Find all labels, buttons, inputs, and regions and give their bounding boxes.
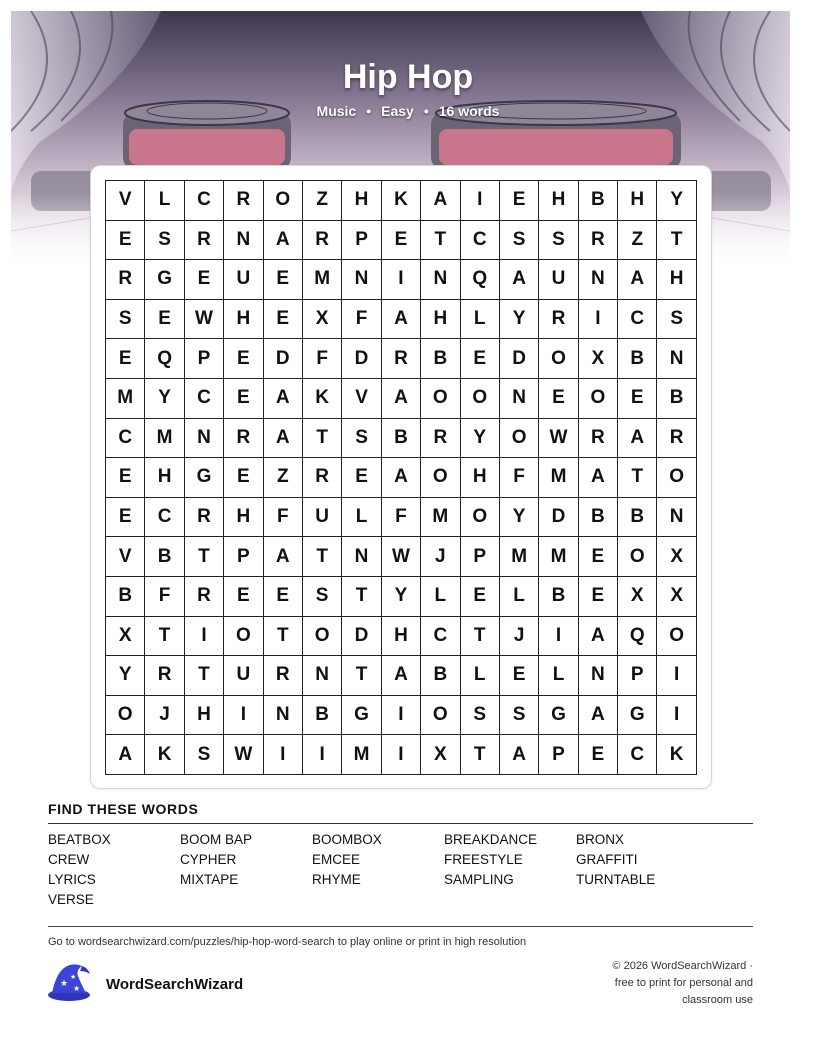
grid-cell[interactable]: U — [224, 260, 263, 300]
grid-cell[interactable]: J — [145, 696, 184, 736]
grid-cell[interactable]: D — [264, 339, 303, 379]
grid-cell[interactable]: L — [342, 498, 381, 538]
grid-cell[interactable]: T — [342, 577, 381, 617]
word-list-item: SAMPLING — [444, 872, 514, 887]
word-list — [48, 832, 728, 908]
grid-cell[interactable]: T — [145, 617, 184, 657]
grid-cell[interactable]: R — [185, 498, 224, 538]
grid-cell[interactable]: C — [145, 498, 184, 538]
grid-cell[interactable]: D — [539, 498, 578, 538]
grid-cell[interactable]: I — [303, 735, 342, 775]
grid-cell[interactable]: N — [224, 221, 263, 261]
grid-cell[interactable]: X — [579, 339, 618, 379]
grid-cell[interactable]: E — [579, 735, 618, 775]
grid-cell[interactable]: T — [342, 656, 381, 696]
grid-cell[interactable]: R — [303, 458, 342, 498]
grid-cell[interactable]: E — [145, 300, 184, 340]
grid-cell[interactable]: C — [618, 300, 657, 340]
brand[interactable] — [46, 962, 243, 1007]
word-list-item: EMCEE — [312, 852, 361, 867]
grid-cell[interactable]: B — [421, 339, 460, 379]
grid-cell[interactable]: O — [264, 181, 303, 221]
grid-cell[interactable]: T — [185, 537, 224, 577]
grid-cell[interactable]: Q — [461, 260, 500, 300]
grid-cell[interactable]: R — [421, 419, 460, 459]
grid-cell[interactable]: R — [579, 221, 618, 261]
grid-cell[interactable]: A — [382, 379, 421, 419]
grid-cell[interactable]: N — [264, 696, 303, 736]
grid-cell[interactable]: E — [382, 221, 421, 261]
svg-text:★: ★ — [70, 973, 77, 981]
grid-cell[interactable]: E — [618, 379, 657, 419]
grid-cell[interactable]: A — [106, 735, 145, 775]
word-list-item: BRONX — [576, 832, 625, 847]
grid-cell[interactable]: N — [657, 498, 696, 538]
grid-cell[interactable]: K — [382, 181, 421, 221]
grid-cell[interactable]: E — [224, 577, 263, 617]
grid-cell[interactable]: R — [145, 656, 184, 696]
grid-cell[interactable]: T — [461, 735, 500, 775]
grid-cell[interactable]: A — [618, 419, 657, 459]
grid-cell[interactable]: F — [382, 498, 421, 538]
grid-cell[interactable]: M — [500, 537, 539, 577]
grid-cell[interactable]: A — [579, 458, 618, 498]
divider — [48, 926, 753, 927]
difficulty-label: Easy — [381, 103, 414, 119]
grid-cell[interactable]: W — [224, 735, 263, 775]
grid-cell[interactable]: K — [657, 735, 696, 775]
grid-cell[interactable]: N — [579, 656, 618, 696]
grid-cell[interactable]: I — [657, 696, 696, 736]
grid-cell[interactable]: L — [500, 577, 539, 617]
grid-cell[interactable]: M — [421, 498, 460, 538]
grid-cell[interactable]: O — [657, 458, 696, 498]
grid-cell[interactable]: H — [224, 498, 263, 538]
grid-cell[interactable]: I — [185, 617, 224, 657]
grid-cell[interactable]: X — [657, 537, 696, 577]
grid-cell[interactable]: T — [303, 419, 342, 459]
grid-cell[interactable]: E — [106, 458, 145, 498]
grid-cell[interactable]: O — [539, 339, 578, 379]
grid-cell[interactable]: G — [539, 696, 578, 736]
grid-cell[interactable]: C — [461, 221, 500, 261]
grid-cell[interactable]: H — [224, 300, 263, 340]
grid-cell[interactable]: A — [421, 181, 460, 221]
grid-cell[interactable]: X — [421, 735, 460, 775]
grid-cell[interactable]: O — [579, 379, 618, 419]
grid-cell[interactable]: T — [461, 617, 500, 657]
grid-cell[interactable]: H — [421, 300, 460, 340]
grid-cell[interactable]: S — [500, 221, 539, 261]
grid-cell[interactable]: B — [618, 339, 657, 379]
grid-cell[interactable]: V — [342, 379, 381, 419]
grid-cell[interactable]: I — [579, 300, 618, 340]
grid-cell[interactable]: H — [382, 617, 421, 657]
grid-cell[interactable]: S — [303, 577, 342, 617]
grid-cell[interactable]: O — [106, 696, 145, 736]
grid-cell[interactable]: E — [106, 339, 145, 379]
word-list-item: LYRICS — [48, 872, 96, 887]
grid-cell[interactable]: B — [579, 498, 618, 538]
grid-cell[interactable]: N — [185, 419, 224, 459]
grid-cell[interactable]: F — [342, 300, 381, 340]
grid-cell[interactable]: Y — [145, 379, 184, 419]
grid-cell[interactable]: E — [224, 458, 263, 498]
grid-cell[interactable]: E — [579, 577, 618, 617]
grid-cell[interactable]: W — [382, 537, 421, 577]
copyright-line: © 2026 WordSearchWizard · — [612, 960, 753, 972]
word-list-item: BOOM BAP — [180, 832, 253, 847]
word-list-item: VERSE — [48, 892, 94, 907]
grid-cell[interactable]: B — [657, 379, 696, 419]
grid-cell[interactable]: S — [539, 221, 578, 261]
grid-cell[interactable]: T — [618, 458, 657, 498]
play-online-link[interactable]: Go to wordsearchwizard.com/puzzles/hip-hop-word-search to play online or print in high resolution — [48, 936, 527, 948]
grid-cell[interactable]: L — [145, 181, 184, 221]
word-list-item: CREW — [48, 852, 90, 867]
grid-cell[interactable]: A — [500, 735, 539, 775]
word-list-item: GRAFFITI — [576, 852, 638, 867]
letter-grid[interactable] — [105, 180, 697, 775]
grid-cell[interactable]: R — [185, 577, 224, 617]
grid-cell[interactable]: K — [303, 379, 342, 419]
word-list-item: TURNTABLE — [576, 872, 656, 887]
grid-cell[interactable]: Y — [500, 498, 539, 538]
grid-cell[interactable]: D — [342, 339, 381, 379]
grid-cell[interactable]: P — [618, 656, 657, 696]
grid-cell[interactable]: S — [342, 419, 381, 459]
svg-text:★: ★ — [73, 984, 81, 993]
grid-cell[interactable]: H — [145, 458, 184, 498]
grid-cell[interactable]: U — [303, 498, 342, 538]
grid-cell[interactable]: W — [539, 419, 578, 459]
grid-cell[interactable]: T — [185, 656, 224, 696]
grid-cell[interactable]: T — [303, 537, 342, 577]
grid-cell[interactable]: Z — [303, 181, 342, 221]
grid-cell[interactable]: Q — [618, 617, 657, 657]
grid-cell[interactable]: H — [539, 181, 578, 221]
brand-name: WordSearchWizard — [106, 976, 244, 993]
grid-cell[interactable]: H — [461, 458, 500, 498]
grid-cell[interactable]: O — [500, 419, 539, 459]
grid-cell[interactable]: B — [618, 498, 657, 538]
grid-cell[interactable]: R — [106, 260, 145, 300]
grid-cell[interactable]: H — [618, 181, 657, 221]
grid-cell[interactable]: E — [500, 181, 539, 221]
grid-cell[interactable]: G — [342, 696, 381, 736]
grid-cell[interactable]: Y — [461, 419, 500, 459]
grid-cell[interactable]: E — [264, 260, 303, 300]
grid-cell[interactable]: P — [185, 339, 224, 379]
grid-cell[interactable]: T — [657, 221, 696, 261]
grid-cell[interactable]: M — [342, 735, 381, 775]
grid-cell[interactable]: O — [421, 379, 460, 419]
grid-cell[interactable]: T — [421, 221, 460, 261]
grid-cell[interactable]: J — [500, 617, 539, 657]
grid-cell[interactable]: I — [264, 735, 303, 775]
grid-cell[interactable]: E — [461, 339, 500, 379]
grid-cell[interactable]: H — [657, 260, 696, 300]
grid-cell[interactable]: I — [382, 696, 421, 736]
grid-cell[interactable]: B — [579, 181, 618, 221]
grid-cell[interactable]: S — [500, 696, 539, 736]
grid-cell[interactable]: N — [342, 537, 381, 577]
word-list-item: RHYME — [312, 872, 361, 887]
grid-cell[interactable]: R — [264, 656, 303, 696]
grid-cell[interactable]: Z — [618, 221, 657, 261]
grid-cell[interactable]: A — [382, 656, 421, 696]
grid-cell[interactable]: X — [618, 577, 657, 617]
grid-cell[interactable]: O — [421, 458, 460, 498]
grid-cell[interactable]: T — [264, 617, 303, 657]
grid-cell[interactable]: S — [461, 696, 500, 736]
word-list-item: BEATBOX — [48, 832, 111, 847]
grid-cell[interactable]: B — [382, 419, 421, 459]
word-count-label: 16 words — [438, 103, 500, 119]
grid-cell[interactable]: M — [539, 458, 578, 498]
grid-cell[interactable]: R — [224, 419, 263, 459]
grid-cell[interactable]: X — [106, 617, 145, 657]
grid-cell[interactable]: H — [185, 696, 224, 736]
grid-cell[interactable]: S — [185, 735, 224, 775]
grid-cell[interactable]: Y — [382, 577, 421, 617]
grid-cell[interactable]: R — [579, 419, 618, 459]
grid-cell[interactable]: E — [500, 656, 539, 696]
puzzle-card — [90, 165, 712, 789]
grid-cell[interactable]: N — [342, 260, 381, 300]
grid-cell[interactable]: P — [539, 735, 578, 775]
grid-cell[interactable]: A — [618, 260, 657, 300]
copyright-line: free to print for personal and — [614, 977, 753, 989]
word-list-item: BOOMBOX — [312, 832, 382, 847]
grid-cell[interactable]: X — [303, 300, 342, 340]
wizard-hat-icon — [46, 962, 92, 1007]
grid-cell[interactable]: I — [461, 181, 500, 221]
grid-cell[interactable]: R — [224, 181, 263, 221]
grid-cell[interactable]: O — [303, 617, 342, 657]
grid-cell[interactable]: J — [421, 537, 460, 577]
grid-cell[interactable]: B — [539, 577, 578, 617]
grid-cell[interactable]: O — [618, 537, 657, 577]
grid-cell[interactable]: N — [500, 379, 539, 419]
grid-cell[interactable]: A — [579, 696, 618, 736]
grid-cell[interactable]: F — [500, 458, 539, 498]
grid-cell[interactable]: E — [264, 300, 303, 340]
grid-cell[interactable]: A — [264, 537, 303, 577]
grid-cell[interactable]: N — [657, 339, 696, 379]
grid-cell[interactable]: E — [224, 379, 263, 419]
grid-cell[interactable]: E — [579, 537, 618, 577]
puzzle-title: Hip Hop — [342, 58, 474, 96]
grid-cell[interactable]: B — [303, 696, 342, 736]
grid-cell[interactable]: R — [539, 300, 578, 340]
word-list-item: MIXTAPE — [180, 872, 239, 887]
grid-cell[interactable]: V — [106, 537, 145, 577]
grid-cell[interactable]: C — [618, 735, 657, 775]
grid-cell[interactable]: A — [264, 419, 303, 459]
grid-cell[interactable]: C — [106, 419, 145, 459]
grid-cell[interactable]: U — [539, 260, 578, 300]
grid-cell[interactable]: N — [421, 260, 460, 300]
grid-cell[interactable]: R — [382, 339, 421, 379]
grid-cell[interactable]: M — [145, 419, 184, 459]
grid-cell[interactable]: A — [382, 300, 421, 340]
copyright-line: classroom use — [682, 994, 753, 1006]
grid-cell[interactable]: F — [303, 339, 342, 379]
grid-cell[interactable]: B — [106, 577, 145, 617]
svg-text:★: ★ — [60, 979, 69, 989]
grid-cell[interactable]: V — [106, 181, 145, 221]
grid-cell[interactable]: O — [657, 617, 696, 657]
grid-cell[interactable]: F — [264, 498, 303, 538]
grid-cell[interactable]: C — [185, 379, 224, 419]
grid-cell[interactable]: Y — [500, 300, 539, 340]
grid-cell[interactable]: U — [224, 656, 263, 696]
grid-cell[interactable]: R — [185, 221, 224, 261]
grid-cell[interactable]: E — [461, 577, 500, 617]
grid-cell[interactable]: S — [657, 300, 696, 340]
grid-cell[interactable]: R — [303, 221, 342, 261]
grid-cell[interactable]: N — [303, 656, 342, 696]
grid-cell[interactable]: G — [185, 458, 224, 498]
grid-cell[interactable]: A — [264, 221, 303, 261]
grid-cell[interactable]: E — [224, 339, 263, 379]
grid-cell[interactable]: P — [224, 537, 263, 577]
meta-separator: • — [423, 103, 429, 119]
grid-cell[interactable]: C — [185, 181, 224, 221]
word-list-heading: FIND THESE WORDS — [48, 801, 199, 817]
word-list-item: FREESTYLE — [444, 852, 523, 867]
grid-cell[interactable]: Y — [106, 656, 145, 696]
grid-cell[interactable]: E — [106, 498, 145, 538]
puzzle-meta — [0, 103, 816, 119]
category-label: Music — [316, 103, 357, 119]
grid-cell[interactable]: D — [500, 339, 539, 379]
word-list-item: CYPHER — [180, 852, 237, 867]
grid-cell[interactable]: A — [382, 458, 421, 498]
grid-cell[interactable]: P — [461, 537, 500, 577]
divider — [48, 823, 753, 824]
meta-separator: • — [366, 103, 372, 119]
grid-cell[interactable]: G — [618, 696, 657, 736]
grid-cell[interactable]: D — [342, 617, 381, 657]
grid-cell[interactable]: A — [500, 260, 539, 300]
grid-cell[interactable]: E — [342, 458, 381, 498]
grid-cell[interactable]: I — [657, 656, 696, 696]
grid-cell[interactable]: I — [382, 260, 421, 300]
grid-cell[interactable]: L — [421, 577, 460, 617]
grid-cell[interactable]: A — [579, 617, 618, 657]
grid-cell[interactable]: O — [224, 617, 263, 657]
grid-cell[interactable]: I — [224, 696, 263, 736]
grid-cell[interactable]: I — [539, 617, 578, 657]
grid-cell[interactable]: M — [303, 260, 342, 300]
grid-cell[interactable]: W — [185, 300, 224, 340]
grid-cell[interactable]: H — [342, 181, 381, 221]
grid-cell[interactable]: L — [461, 656, 500, 696]
grid-cell[interactable]: L — [539, 656, 578, 696]
grid-cell[interactable]: L — [461, 300, 500, 340]
word-list-item: BREAKDANCE — [444, 832, 538, 847]
grid-cell[interactable]: S — [106, 300, 145, 340]
grid-cell[interactable]: O — [461, 498, 500, 538]
grid-cell[interactable]: I — [382, 735, 421, 775]
grid-cell[interactable]: E — [264, 577, 303, 617]
grid-cell[interactable]: C — [421, 617, 460, 657]
grid-cell[interactable]: E — [106, 221, 145, 261]
grid-cell[interactable]: M — [539, 537, 578, 577]
grid-cell[interactable]: N — [579, 260, 618, 300]
grid-cell[interactable]: E — [539, 379, 578, 419]
grid-cell[interactable]: Y — [657, 181, 696, 221]
grid-cell[interactable]: M — [106, 379, 145, 419]
grid-cell[interactable]: O — [461, 379, 500, 419]
copyright-notice — [612, 958, 753, 1009]
grid-cell[interactable]: F — [145, 577, 184, 617]
grid-cell[interactable]: O — [421, 696, 460, 736]
grid-cell[interactable]: Z — [264, 458, 303, 498]
grid-cell[interactable]: E — [185, 260, 224, 300]
grid-cell[interactable]: P — [342, 221, 381, 261]
grid-cell[interactable]: A — [264, 379, 303, 419]
grid-cell[interactable]: G — [145, 260, 184, 300]
grid-cell[interactable]: R — [657, 419, 696, 459]
grid-cell[interactable]: Q — [145, 339, 184, 379]
grid-cell[interactable]: B — [145, 537, 184, 577]
grid-cell[interactable]: B — [421, 656, 460, 696]
grid-cell[interactable]: K — [145, 735, 184, 775]
grid-cell[interactable]: S — [145, 221, 184, 261]
grid-cell[interactable]: X — [657, 577, 696, 617]
